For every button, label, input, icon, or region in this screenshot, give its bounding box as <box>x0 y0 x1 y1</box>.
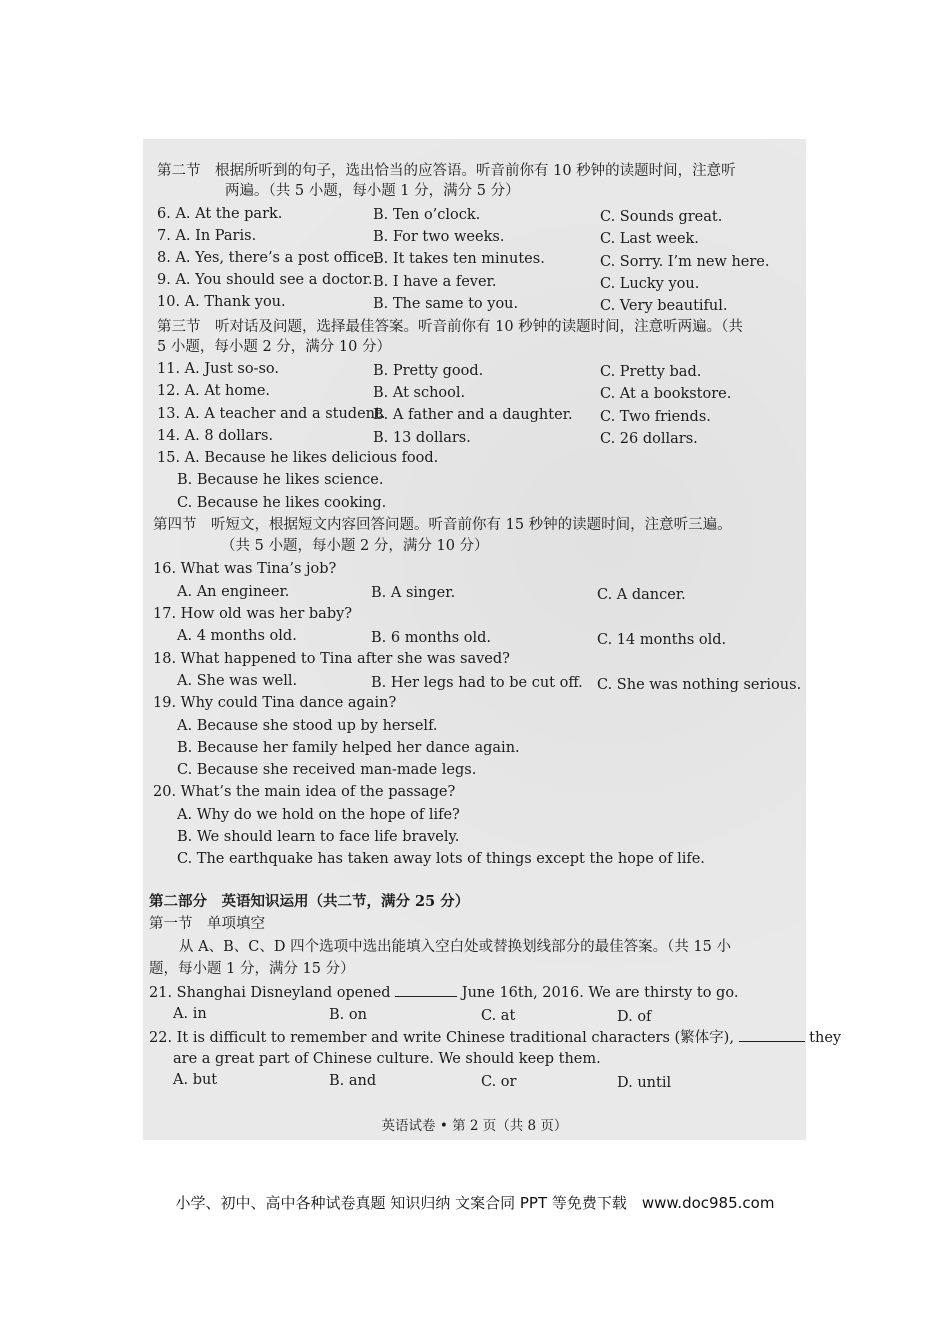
q16-option-a: A. An engineer. <box>177 584 290 600</box>
section3-title-line2: 5 小题，每小题 2 分，满分 10 分） <box>157 339 391 355</box>
q13-option-a: 13. A. A teacher and a student. <box>157 406 386 422</box>
q12-option-a: 12. A. At home. <box>157 383 271 399</box>
q11-option-b: B. Pretty good. <box>373 363 484 379</box>
q10-option-b: B. The same to you. <box>373 296 519 312</box>
q14-option-a: 14. A. 8 dollars. <box>157 428 274 444</box>
q9-option-c: C. Lucky you. <box>600 276 700 292</box>
q20-question: 20. What’s the main idea of the passage? <box>153 784 456 800</box>
q18-option-c: C. She was nothing serious. <box>597 677 802 693</box>
q17-question: 17. How old was her baby? <box>153 606 353 622</box>
section2-title: 第二节 根据所听到的句子，选出恰当的应答语。听音前你有 10 秒钟的读题时间，注意听 <box>157 163 736 179</box>
q16-option-c: C. A dancer. <box>597 587 686 603</box>
site-footer: 小学、初中、高中各种试卷真题 知识归纳 文案合同 PPT 等免费下载 www.doc985.com <box>175 1194 775 1212</box>
q6-option-c: C. Sounds great. <box>600 209 723 225</box>
q20-option-a: A. Why do we hold on the hope of life? <box>177 807 460 823</box>
q22-stem-after-blank: they <box>809 1030 842 1046</box>
q21-option-a: A. in <box>173 1006 207 1022</box>
q21-option-b: B. on <box>329 1007 367 1023</box>
q13-option-c: C. Two friends. <box>600 409 711 425</box>
q19-option-c: C. Because she received man-made legs. <box>177 762 477 778</box>
q21-blank <box>395 982 457 997</box>
q7-option-b: B. For two weeks. <box>373 229 505 245</box>
q22-option-b: B. and <box>329 1073 377 1089</box>
q14-option-c: C. 26 dollars. <box>600 431 698 447</box>
q18-option-b: B. Her legs had to be cut off. <box>371 675 583 691</box>
q22-option-d: D. until <box>617 1075 672 1091</box>
q9-option-b: B. I have a fever. <box>373 274 497 290</box>
q19-question: 19. Why could Tina dance again? <box>153 695 397 711</box>
q22-blank <box>739 1027 805 1042</box>
q21-option-d: D. of <box>617 1009 652 1025</box>
q12-option-b: B. At school. <box>373 385 466 401</box>
q12-option-c: C. At a bookstore. <box>600 386 732 402</box>
q8-option-c: C. Sorry. I’m new here. <box>600 254 770 270</box>
q21-stem-after-blank: June 16th, 2016. We are thirsty to go. <box>461 985 739 1001</box>
q22-stem-before-blank: 22. It is difficult to remember and write Chinese traditional characters (繁体字), <box>149 1030 734 1046</box>
q15-option-a: 15. A. Because he likes delicious food. <box>157 450 439 466</box>
q19-option-a: A. Because she stood up by herself. <box>177 718 438 734</box>
part2-subsection-title: 第一节 单项填空 <box>149 916 265 932</box>
q13-option-b: B. A father and a daughter. <box>373 407 573 423</box>
q10-option-a: 10. A. Thank you. <box>157 294 286 310</box>
q21-stem-before-blank: 21. Shanghai Disneyland opened <box>149 985 391 1001</box>
q22-option-a: A. but <box>173 1072 218 1088</box>
q20-option-c: C. The earthquake has taken away lots of things except the hope of life. <box>177 851 705 867</box>
q17-option-a: A. 4 months old. <box>177 628 297 644</box>
q18-question: 18. What happened to Tina after she was saved? <box>153 651 510 667</box>
q6-option-a: 6. A. At the park. <box>157 206 283 222</box>
section3-title: 第三节 听对话及问题，选择最佳答案。听音前你有 10 秒钟的读题时间，注意听两遍。（共 <box>157 319 743 335</box>
q8-option-a: 8. A. Yes, there’s a post office. <box>157 250 379 266</box>
section4-title: 第四节 听短文，根据短文内容回答问题。听音前你有 15 秒钟的读题时间，注意听三遍。 <box>153 517 732 533</box>
q18-option-a: A. She was well. <box>177 673 298 689</box>
q16-option-b: B. A singer. <box>371 585 456 601</box>
q14-option-b: B. 13 dollars. <box>373 430 471 446</box>
q21-stem <box>149 982 738 1003</box>
q22-stem <box>149 1027 841 1048</box>
q15-option-b: B. Because he likes science. <box>177 472 384 488</box>
page-number-footer: 英语试卷 • 第 2 页（共 8 页） <box>381 1118 568 1134</box>
q8-option-b: B. It takes ten minutes. <box>373 251 545 267</box>
q17-option-c: C. 14 months old. <box>597 632 727 648</box>
q7-option-c: C. Last week. <box>600 231 699 247</box>
q22-stem-line2: are a great part of Chinese culture. We should keep them. <box>173 1051 601 1067</box>
q17-option-b: B. 6 months old. <box>371 630 492 646</box>
part2-instructions-line2: 题，每小题 1 分，满分 15 分） <box>149 961 355 977</box>
q22-option-c: C. or <box>481 1074 517 1090</box>
section2-title-line2: 两遍。（共 5 小题，每小题 1 分，满分 5 分） <box>225 183 520 199</box>
q19-option-b: B. Because her family helped her dance again. <box>177 740 520 756</box>
q6-option-b: B. Ten o’clock. <box>373 207 481 223</box>
q20-option-b: B. We should learn to face life bravely. <box>177 829 460 845</box>
part2-title: 第二部分 英语知识运用（共二节，满分 25 分） <box>149 893 470 910</box>
exam-page <box>143 139 842 1140</box>
q7-option-a: 7. A. In Paris. <box>157 228 257 244</box>
q15-option-c: C. Because he likes cooking. <box>177 495 387 511</box>
q21-option-c: C. at <box>481 1008 516 1024</box>
part2-instructions: 从 A、B、C、D 四个选项中选出能填入空白处或替换划线部分的最佳答案。（共 15 小 <box>179 939 731 955</box>
q11-option-a: 11. A. Just so-so. <box>157 361 279 377</box>
q11-option-c: C. Pretty bad. <box>600 364 702 380</box>
q9-option-a: 9. A. You should see a doctor. <box>157 272 373 288</box>
section4-title-line2: （共 5 小题，每小题 2 分，满分 10 分） <box>221 538 489 554</box>
q16-question: 16. What was Tina’s job? <box>153 561 337 577</box>
q10-option-c: C. Very beautiful. <box>600 298 728 314</box>
